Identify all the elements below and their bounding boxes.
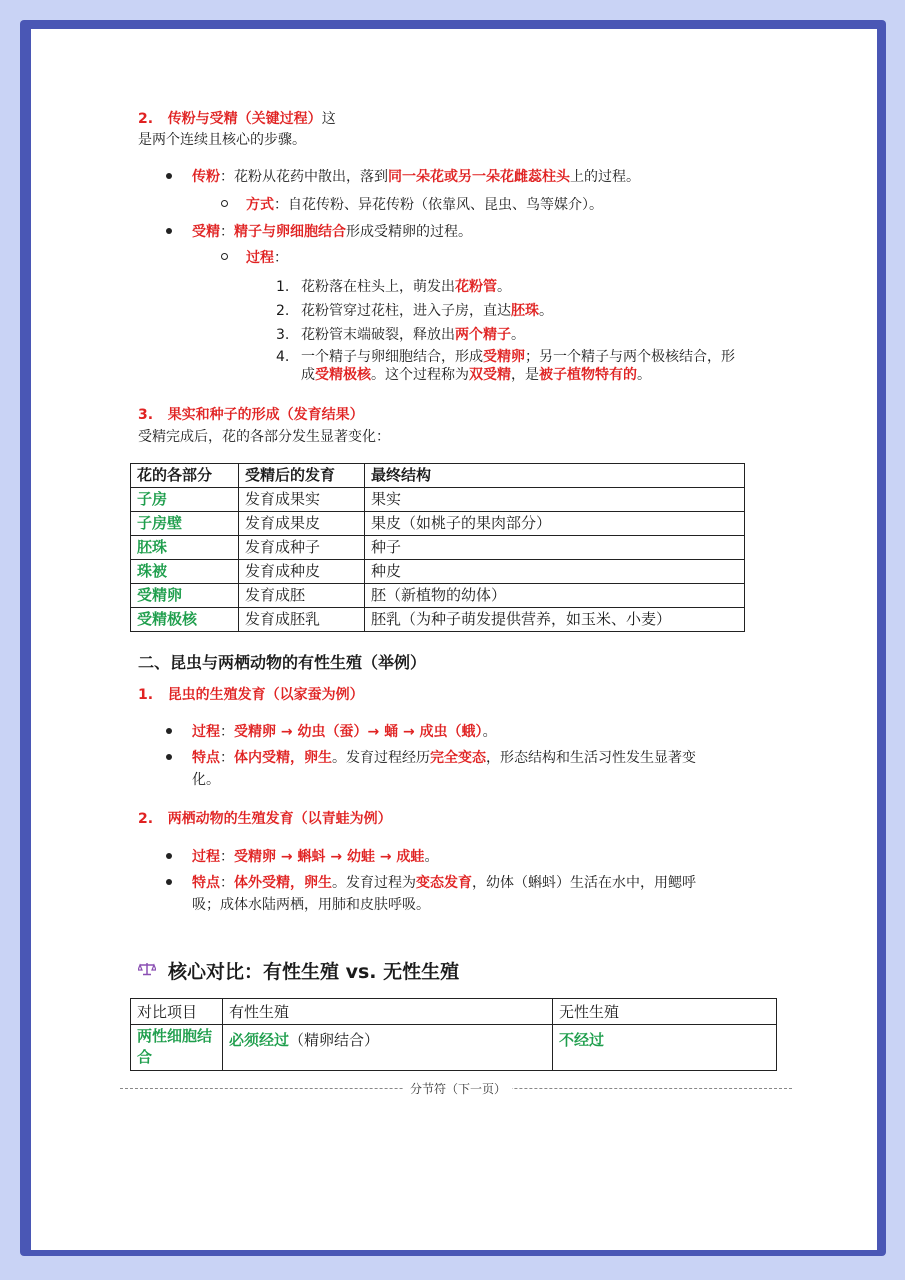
section-3-intro: 受精完成后，花的各部分发生显著变化：	[138, 429, 390, 445]
table-row	[131, 608, 745, 632]
fertilization-text: 形成受精卵的过程。	[346, 224, 472, 240]
bullet-icon	[166, 228, 172, 234]
process-sep: ：	[220, 849, 234, 865]
step-emphasis: 两个精子	[455, 327, 511, 343]
table-header-row	[131, 464, 745, 488]
table-cell: 子房壁	[131, 512, 239, 536]
step-emphasis: 受精极核	[315, 367, 371, 383]
step-end: 。	[637, 367, 651, 383]
step-end: 。	[539, 303, 553, 319]
table-cell: 两性细胞结合	[131, 1025, 223, 1071]
step-number: 2.	[276, 303, 290, 319]
pollination-text-2: 上的过程。	[570, 169, 640, 185]
sub-bullet-icon	[221, 200, 228, 207]
table-header: 有性生殖	[223, 999, 553, 1025]
table-cell: 受精卵	[131, 584, 239, 608]
table-cell: 胚乳（为种子萌发提供营养，如玉米、小麦）	[365, 608, 745, 632]
pollination-text-1: ：花粉从花药中散出，落到	[220, 169, 388, 185]
process-label: 过程	[192, 849, 220, 865]
step-4	[276, 346, 735, 366]
method-text: ：自花传粉、异花传粉（依靠风、昆虫、鸟等媒介）。	[274, 197, 603, 213]
step-text: 花粉管穿过花柱，进入子房，直达	[301, 303, 511, 319]
compare-table	[130, 998, 777, 1071]
insect-title: 昆虫的生殖发育（以家蚕为例）	[167, 687, 364, 703]
table-cell: 不经过	[553, 1025, 777, 1071]
pollination-method	[246, 194, 603, 214]
bullet-icon	[166, 728, 172, 734]
table-cell: 果皮（如桃子的果肉部分）	[365, 512, 745, 536]
feature-label: 特点	[192, 750, 220, 766]
table-row	[131, 536, 745, 560]
fertilization-process	[246, 247, 288, 267]
frog-number: 2.	[138, 811, 154, 827]
step-text: ；另一个精子与两个极核结合，形	[525, 349, 735, 365]
feature-sep: ：	[220, 750, 234, 766]
fertilization-item	[192, 221, 472, 241]
table-cell: 果实	[365, 488, 745, 512]
step-end: 。	[511, 327, 525, 343]
process-end: 。	[482, 724, 497, 740]
fertilization-emphasis: 精子与卵细胞结合	[234, 224, 346, 240]
insect-feature-line-2: 化。	[192, 772, 220, 788]
bullet-icon	[166, 853, 172, 859]
feature-emphasis: 体外受精，卵生	[234, 875, 332, 891]
sexual-text: （精卵结合）	[289, 1031, 380, 1049]
feature-text: 。发育过程为	[332, 875, 416, 891]
frog-feature	[192, 872, 696, 892]
table-cell: 种皮	[365, 560, 745, 584]
table-cell: 种子	[365, 536, 745, 560]
process-label: 过程	[192, 724, 220, 740]
section-3-heading	[138, 404, 364, 424]
insect-process	[192, 721, 497, 741]
step-text: 花粉管末端破裂，释放出	[301, 327, 455, 343]
table-cell	[223, 1025, 553, 1071]
feature-text: 。发育过程经历	[332, 750, 430, 766]
pollination-label: 传粉	[192, 169, 220, 185]
section-2-heading	[138, 108, 336, 128]
sub-bullet-icon	[221, 253, 228, 260]
feature-sep: ：	[220, 875, 234, 891]
compare-heading: 核心对比：有性生殖 vs. 无性生殖	[168, 961, 460, 983]
insect-feature	[192, 747, 696, 767]
step-number: 3.	[276, 327, 290, 343]
pollination-item	[192, 166, 640, 186]
process-end: 。	[424, 849, 439, 865]
table-cell: 受精极核	[131, 608, 239, 632]
step-text: ，是	[511, 367, 539, 383]
table-row	[131, 512, 745, 536]
pollination-emphasis: 同一朵花或另一朵花雌蕊柱头	[388, 169, 570, 185]
insect-heading	[138, 684, 364, 704]
step-number: 4.	[276, 349, 290, 365]
section-2-intro: 是两个连续且核心的步骤。	[138, 132, 306, 148]
feature-emphasis: 完全变态	[430, 750, 486, 766]
table-row	[131, 1025, 777, 1071]
frog-title: 两栖动物的生殖发育（以青蛙为例）	[167, 811, 392, 827]
insect-number: 1.	[138, 687, 154, 703]
process-sep: ：	[220, 724, 234, 740]
feature-text: ，形态结构和生活习性发生显著变	[486, 750, 696, 766]
table-cell: 胚珠	[131, 536, 239, 560]
table-header: 无性生殖	[553, 999, 777, 1025]
step-emphasis: 被子植物特有的	[539, 367, 637, 383]
step-4-line-2	[301, 364, 651, 384]
table-cell: 发育成胚乳	[239, 608, 365, 632]
bullet-icon	[166, 754, 172, 760]
table-header-row	[131, 999, 777, 1025]
sexual-emphasis: 必须经过	[229, 1031, 290, 1049]
feature-text: ，幼体（蝌蚪）生活在水中，用鳃呼	[472, 875, 696, 891]
process-text: 受精卵 → 幼虫（蚕）→ 蛹 → 成虫（蛾）	[234, 724, 483, 740]
step-emphasis: 胚珠	[511, 303, 539, 319]
method-label: 方式	[246, 197, 274, 213]
section-2-title-tail: 这	[321, 111, 336, 127]
fertilization-sep: ：	[220, 224, 234, 240]
table-cell: 发育成果实	[239, 488, 365, 512]
feature-emphasis: 体内受精，卵生	[234, 750, 332, 766]
step-3	[276, 324, 525, 344]
fertilization-label: 受精	[192, 224, 220, 240]
table-cell: 发育成种子	[239, 536, 365, 560]
step-text: 花粉落在柱头上，萌发出	[301, 279, 455, 295]
process-label: 过程	[246, 250, 274, 266]
feature-emphasis: 变态发育	[416, 875, 472, 891]
table-cell: 胚（新植物的幼体）	[365, 584, 745, 608]
section-3-number: 3.	[138, 407, 154, 423]
step-text: 一个精子与卵细胞结合，形成	[301, 349, 483, 365]
step-emphasis: 花粉管	[455, 279, 497, 295]
step-number: 1.	[276, 279, 290, 295]
step-2	[276, 300, 553, 320]
process-colon: ：	[274, 250, 288, 266]
table-header: 对比项目	[131, 999, 223, 1025]
table-cell: 珠被	[131, 560, 239, 584]
step-1	[276, 276, 511, 296]
flower-parts-table	[130, 463, 745, 632]
part-2-heading: 二、昆虫与两栖动物的有性生殖（举例）	[138, 653, 427, 672]
table-cell: 发育成种皮	[239, 560, 365, 584]
section-2-number: 2.	[138, 111, 154, 127]
table-row	[131, 584, 745, 608]
table-header: 最终结构	[365, 464, 745, 488]
frog-heading	[138, 808, 392, 828]
step-text: 成	[301, 367, 315, 383]
process-text: 受精卵 → 蝌蚪 → 幼蛙 → 成蛙	[234, 849, 425, 865]
table-cell: 子房	[131, 488, 239, 512]
step-emphasis: 受精卵	[483, 349, 525, 365]
balance-scale-icon	[138, 962, 156, 976]
bullet-icon	[166, 879, 172, 885]
frog-feature-line-2: 吸；成体水陆两栖，用肺和皮肤呼吸。	[192, 897, 430, 913]
table-row	[131, 488, 745, 512]
table-header: 受精后的发育	[239, 464, 365, 488]
section-break-label: 分节符（下一页）	[404, 1080, 512, 1097]
feature-label: 特点	[192, 875, 220, 891]
frog-process	[192, 846, 438, 866]
table-row	[131, 560, 745, 584]
section-2-title: 传粉与受精（关键过程）	[167, 111, 322, 127]
table-cell: 发育成果皮	[239, 512, 365, 536]
section-3-title: 果实和种子的形成（发育结果）	[167, 407, 364, 423]
table-cell: 发育成胚	[239, 584, 365, 608]
table-header: 花的各部分	[131, 464, 239, 488]
step-text: 。这个过程称为	[371, 367, 469, 383]
step-emphasis: 双受精	[469, 367, 511, 383]
step-end: 。	[497, 279, 511, 295]
bullet-icon	[166, 173, 172, 179]
